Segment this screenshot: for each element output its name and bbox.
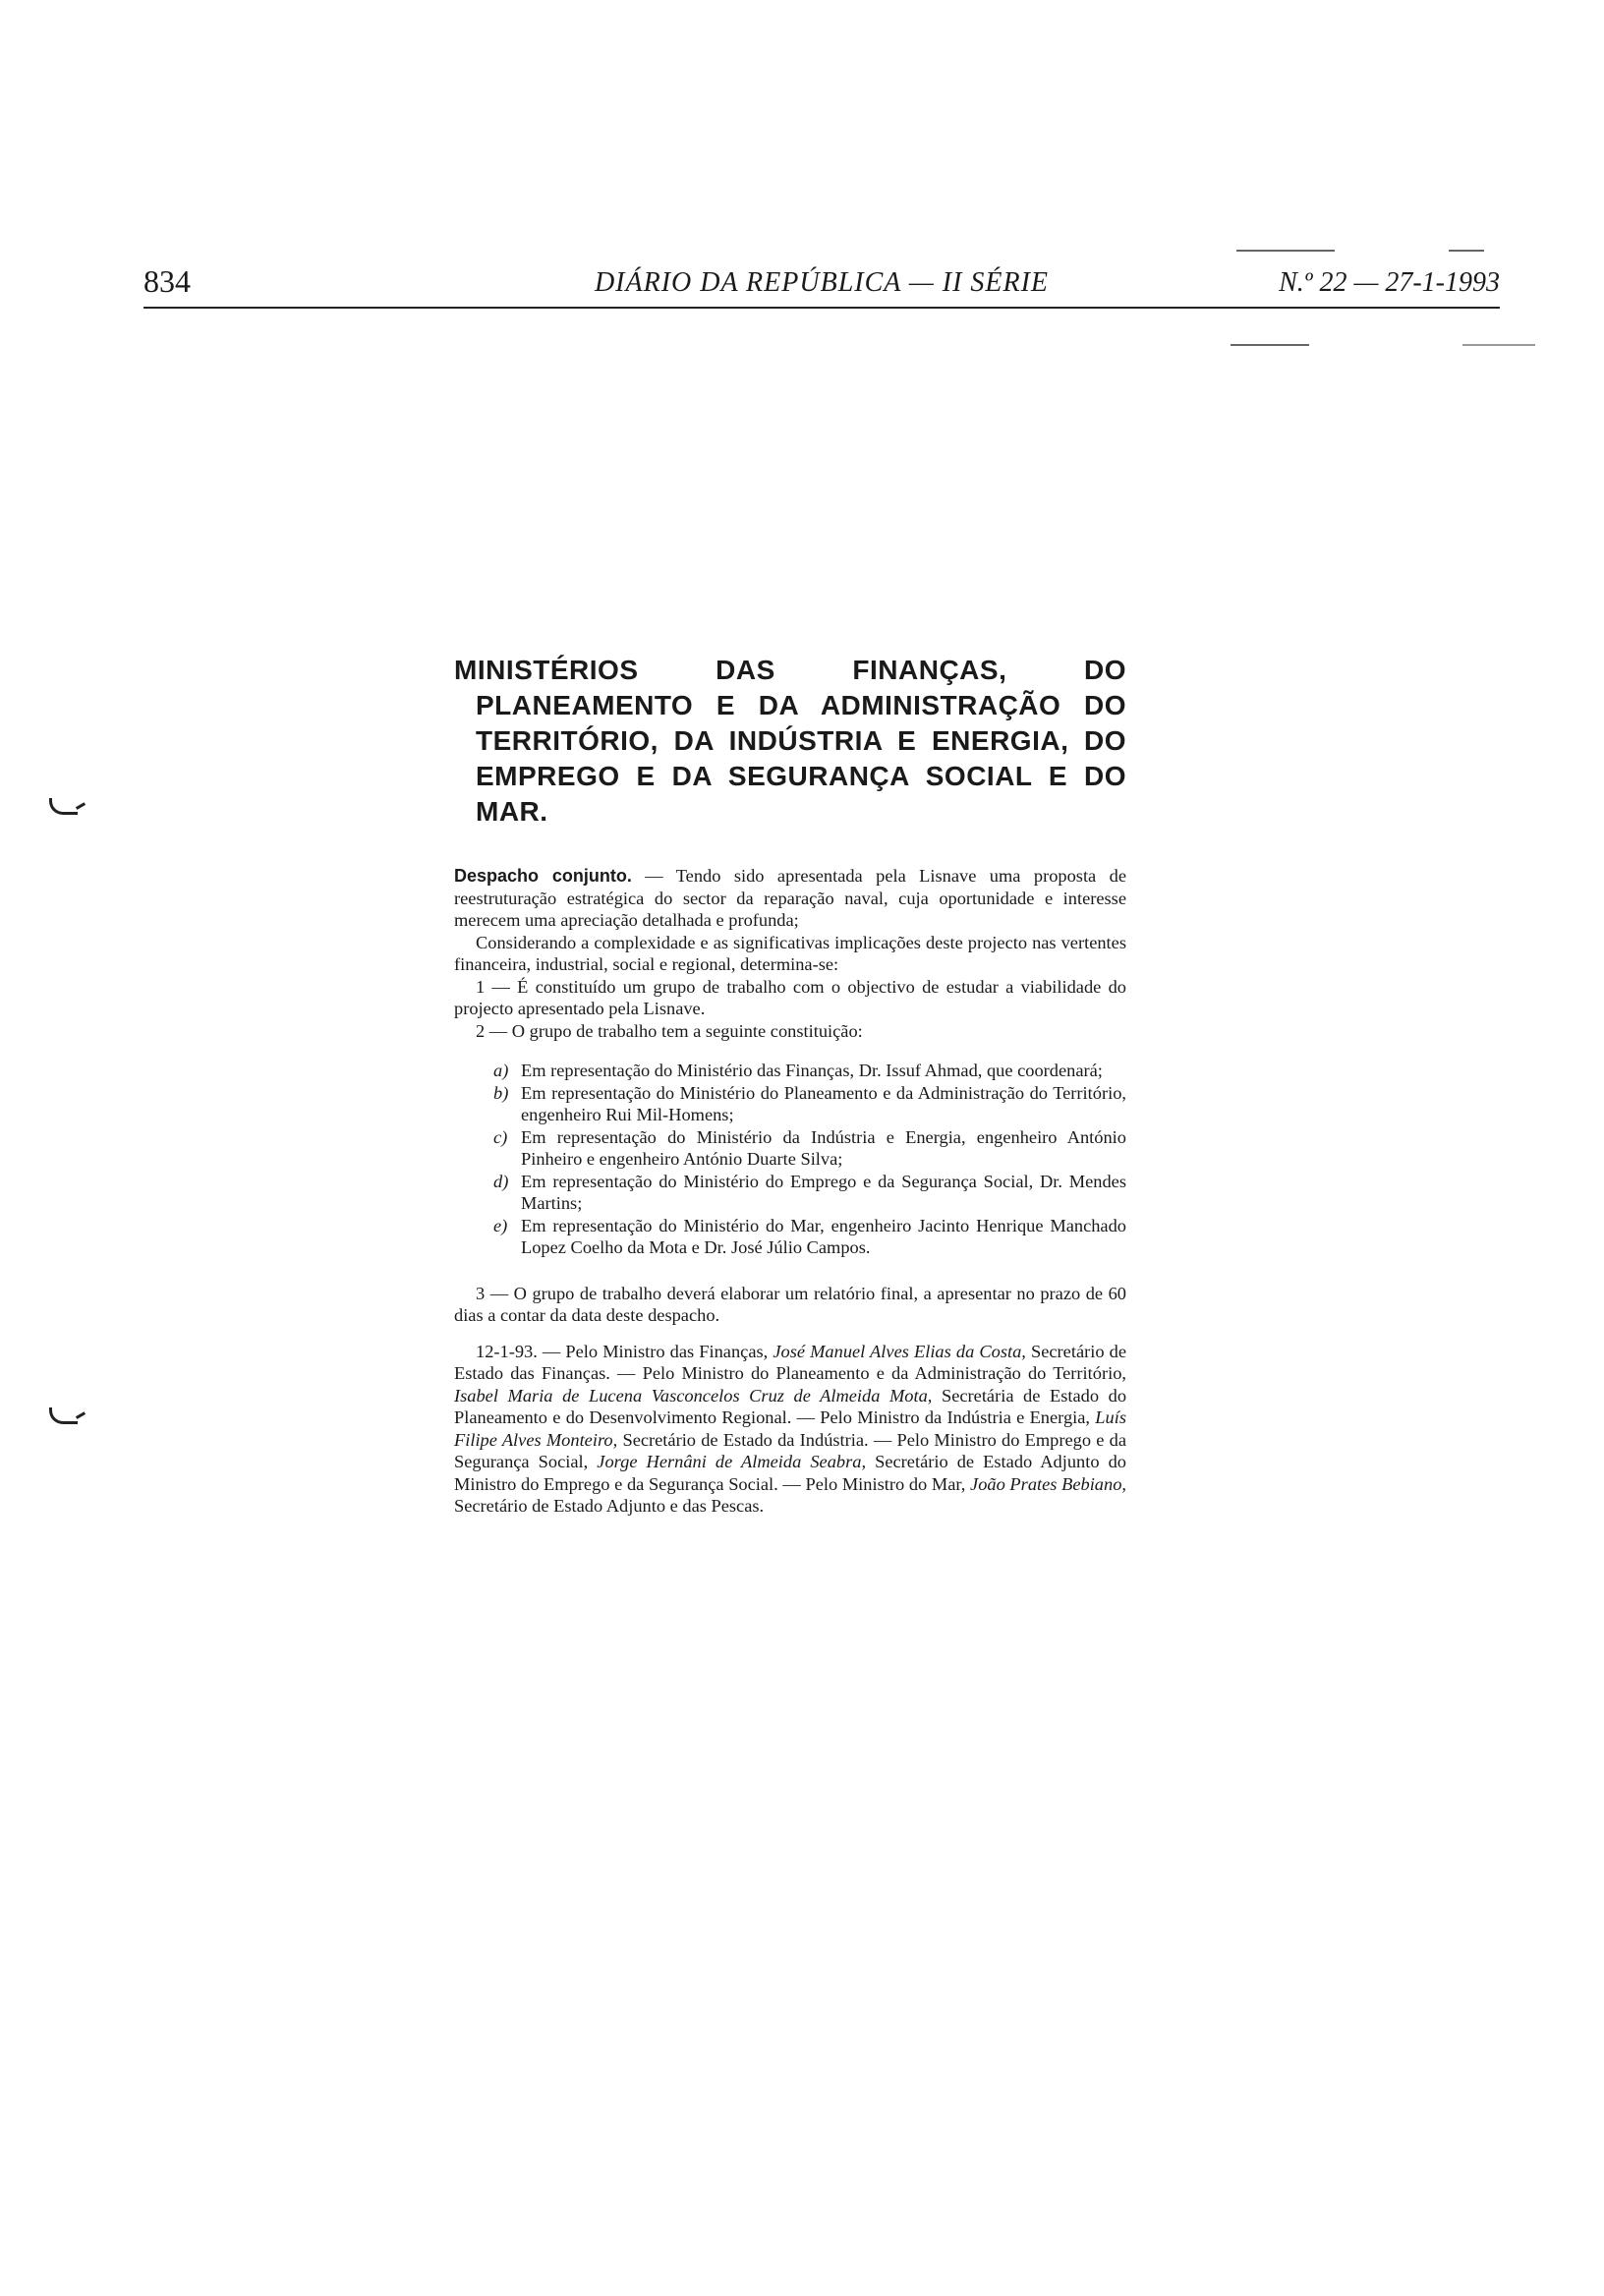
list-item [493,1215,1126,1259]
list-item-text: Em representação do Ministério do Mar, engenheiro Jacinto Henrique Manchado Lopez Coelho da Mota e Dr. José Júlio Campos. [521,1215,1126,1257]
despacho-lead-title: Despacho conjunto. [454,866,632,886]
point-2: 2 — O grupo de trabalho tem a seguinte constituição: [476,1020,863,1041]
page-number: 834 [143,263,191,299]
scan-mark-under-header-right [1462,344,1535,346]
scan-mark-under-header [1231,344,1309,346]
point-1: 1 — É constituído um grupo de trabalho com o objectivo de estudar a viabilidade do projecto apresentado pela Lisnave. [454,976,1126,1018]
list-item [493,1082,1126,1126]
signature-text-5: Secretário de Estado Adjunto do Ministro do Emprego e da Segurança Social. — Pelo Ministro do Mar, [454,1452,1126,1494]
list-item [493,1060,1126,1082]
issue-info: N.º 22 — 27-1-1993 [1279,267,1500,298]
despacho-intro-text: — Tendo sido apresentada pela Lisnave uma proposta de reestruturação estratégica do sector da reparação naval, cuja oportunidade e interesse merecem uma apreciação detalhada e profunda; [454,866,1126,930]
scan-mark-top-right [1449,250,1484,252]
journal-title: DIÁRIO DA REPÚBLICA — II SÉRIE [594,267,1050,298]
signature-date: 12-1-93. [476,1341,538,1361]
signature-text-6: Secretário de Estado Adjunto e das Pescas. [454,1496,765,1516]
despacho-intro [454,865,1126,932]
signatory-name-1: José Manuel Alves Elias da Costa, [773,1341,1026,1361]
list-item [493,1171,1126,1215]
binding-mark-lower [49,1407,78,1424]
signatory-name-2: Isabel Maria de Lucena Vasconcelos Cruz de Almeida Mota, [454,1385,933,1406]
signatory-name-5: João Prates Bebiano, [970,1473,1126,1494]
signature-text-3: Secretária de Estado do Planeamento e do Desenvolvimento Regional. — Pelo Ministro da Indústria e Energia, [454,1385,1127,1427]
signatory-name-3: Luís Filipe Alves Monteiro, [454,1407,1126,1450]
list-item-letter: c) [493,1126,508,1147]
signatory-name-4: Jorge Hernâni de Almeida Seabra, [597,1452,867,1471]
point-3: 3 — O grupo de trabalho deverá elaborar um relatório final, a apresentar no prazo de 60 dias a contar da data deste despacho. [454,1283,1126,1325]
signature-text-4: Secretário de Estado da Indústria. — Pelo Ministro do Emprego e da Segurança Social, [454,1429,1127,1471]
signature-text-1: — Pelo Ministro das Finanças, [537,1341,773,1361]
list-item [493,1126,1126,1171]
list-item-text: Em representação do Ministério do Emprego e da Segurança Social, Dr. Mendes Martins; [521,1171,1126,1213]
list-item-text: Em representação do Ministério da Indústria e Energia, engenheiro António Pinheiro e engenheiro António Duarte Silva; [521,1126,1126,1169]
signatures-paragraph [454,1341,1126,1518]
despacho-body [454,865,1126,1518]
main-column [454,653,1126,1518]
list-item-letter: b) [493,1082,509,1103]
constitution-list [454,1060,1126,1259]
ministry-heading: MINISTÉRIOS DAS FINANÇAS, DO PLANEAMENTO E DA ADMINISTRAÇÃO DO TERRITÓRIO, DA INDÚSTRIA E ENERGIA, DO EMPREGO E DA SEGURANÇA SOCIAL E DO MAR. [454,655,1126,827]
page-header [143,263,1500,309]
list-item-letter: a) [493,1061,509,1080]
list-item-text: Em representação do Ministério das Finanças, Dr. Issuf Ahmad, que coordenará; [521,1061,1103,1080]
signature-text-2: Secretário de Estado das Finanças. — Pelo Ministro do Planeamento e da Administração do Território, [454,1341,1126,1383]
considering-paragraph: Considerando a complexidade e as significativas implicações deste projecto nas vertentes financeira, industrial, social e regional, determina-se: [454,932,1126,974]
binding-mark-upper [49,798,78,815]
list-item-letter: d) [493,1171,509,1191]
list-item-text: Em representação do Ministério do Planeamento e da Administração do Território, engenheiro Rui Mil-Homens; [521,1082,1126,1124]
scan-mark-top [1236,250,1335,252]
list-item-letter: e) [493,1215,508,1235]
